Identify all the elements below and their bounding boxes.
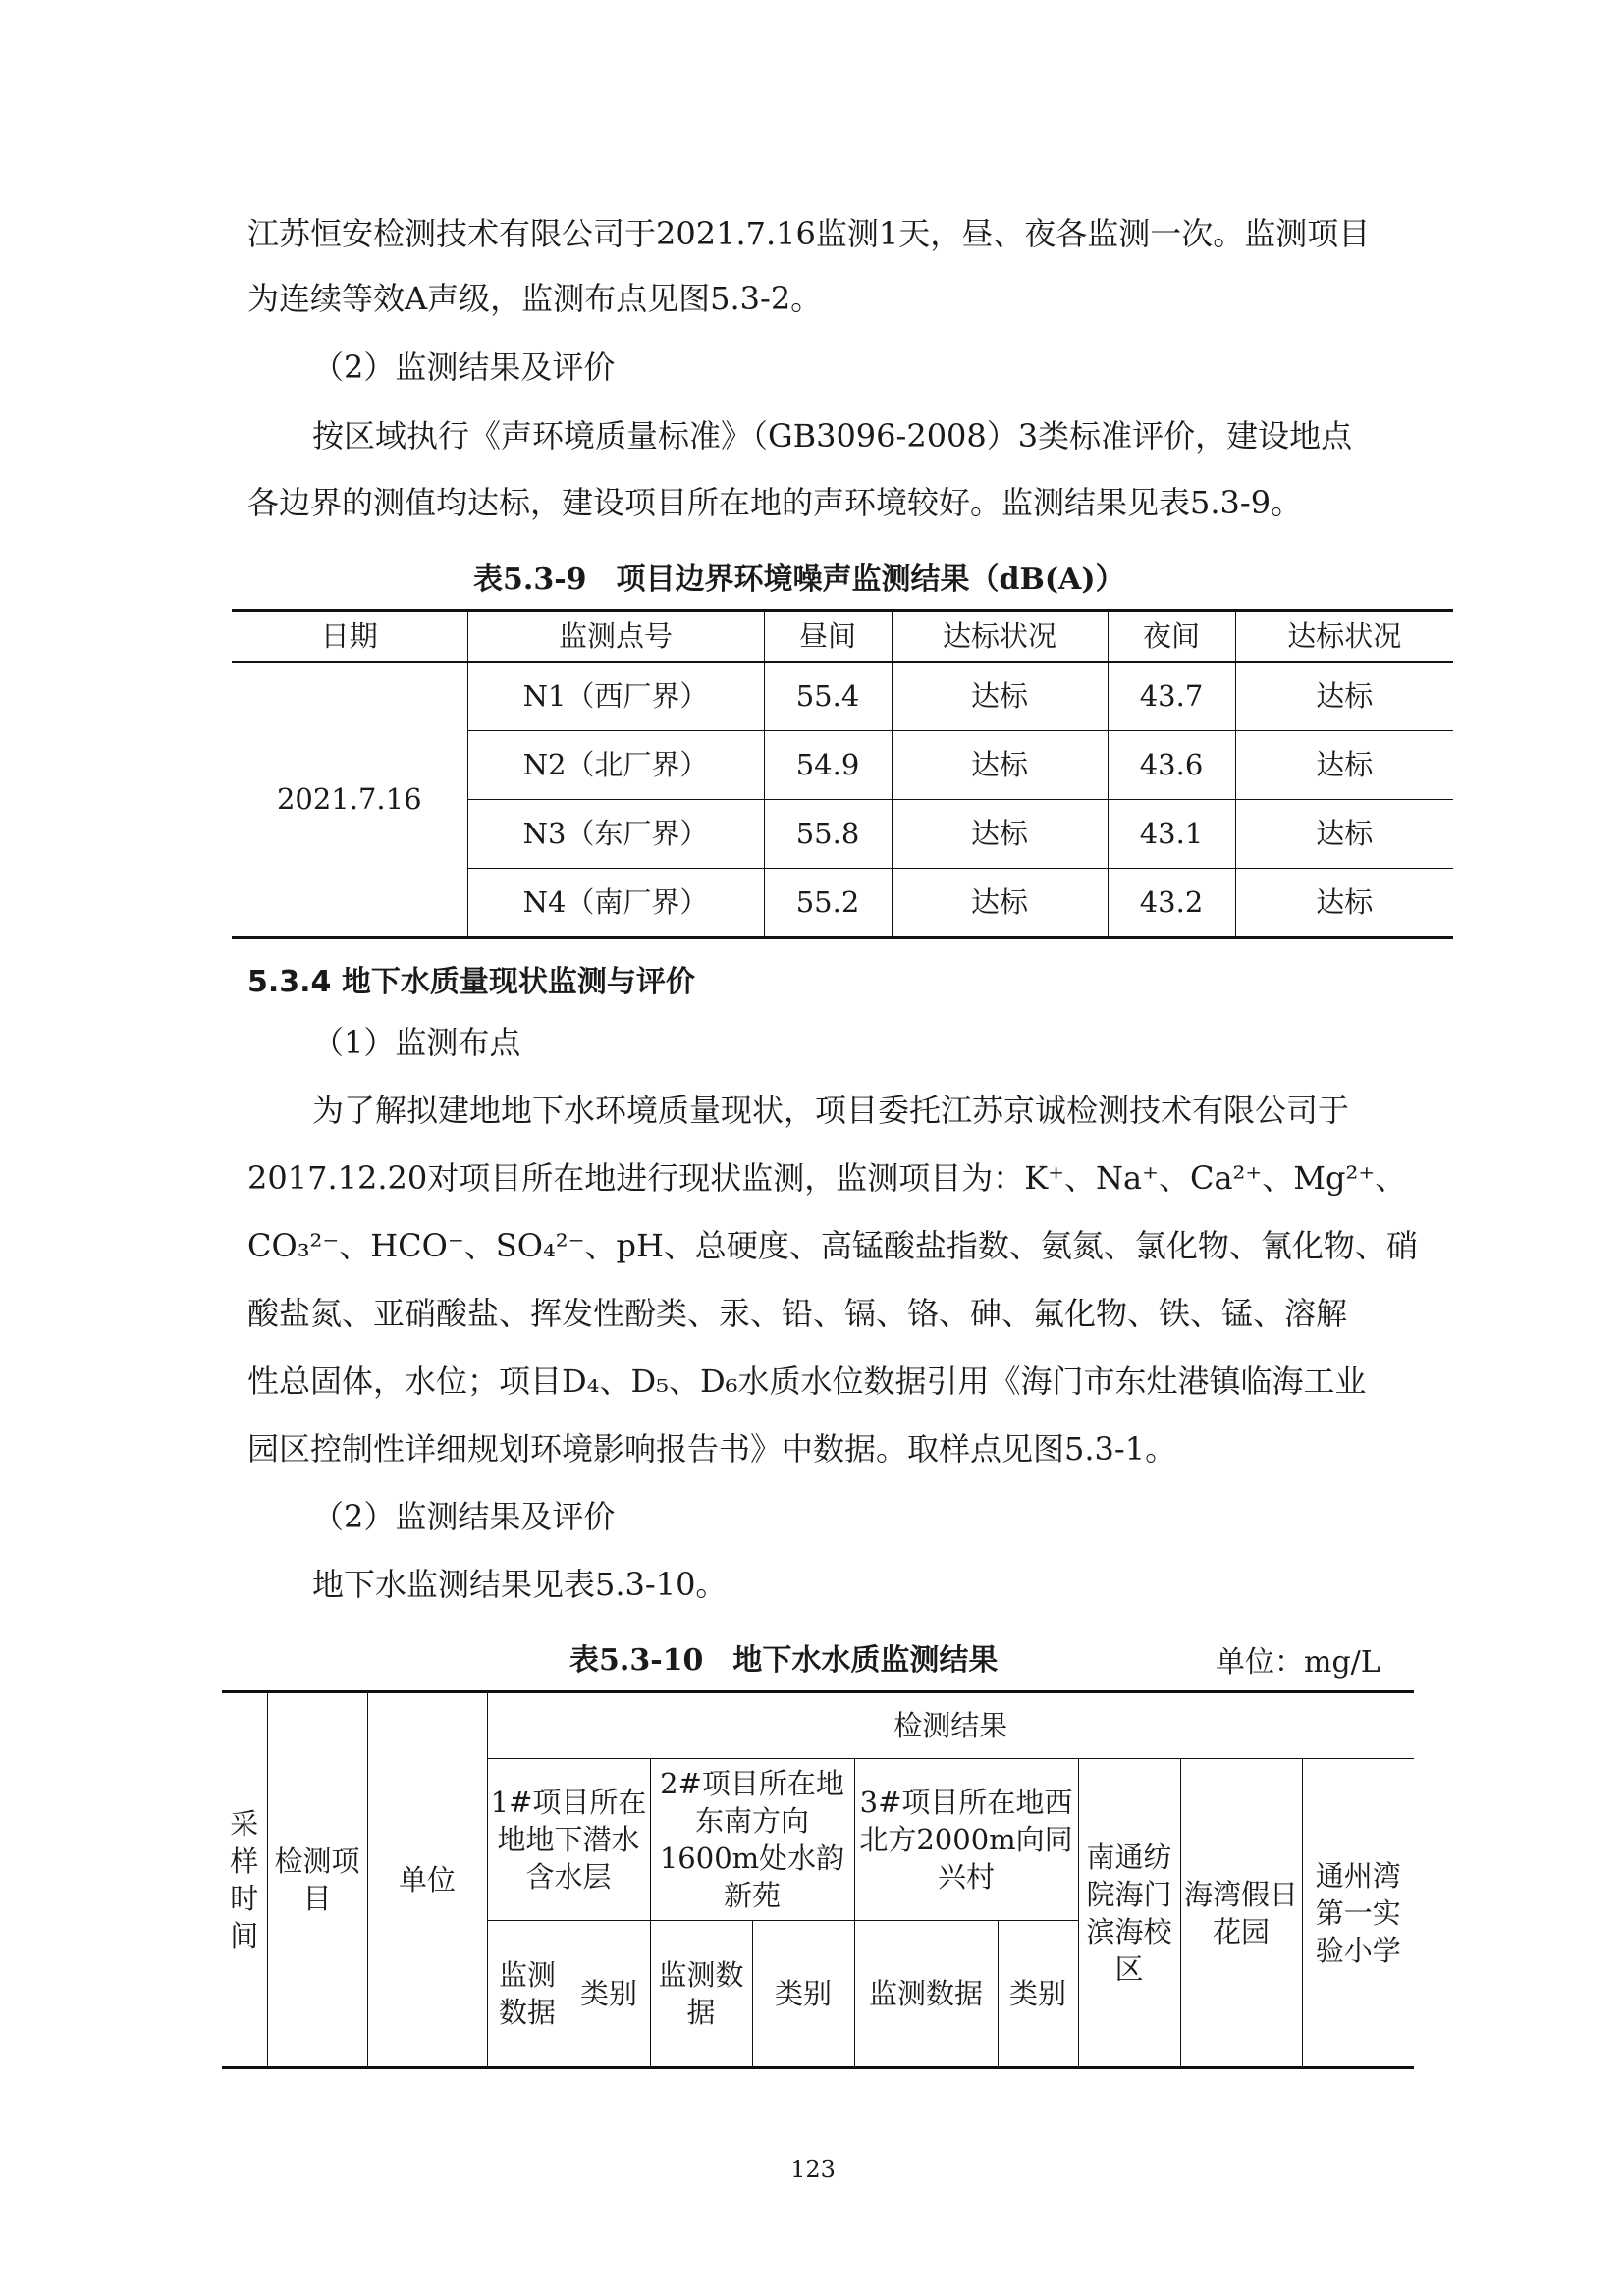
paragraph-line: 各边界的测值均达标，建设项目所在地的声环境较好。监测结果见表5.3-9。 — [247, 484, 1303, 521]
site-header: 3#项目所在地西北方2000m向同兴村 — [854, 1759, 1078, 1921]
table-header-row — [222, 1692, 1414, 1759]
site-header: 1#项目所在地地下潜水含水层 — [487, 1759, 650, 1921]
header-char: 样 — [230, 1844, 259, 1878]
status-cell: 达标 — [1235, 800, 1453, 869]
date-cell: 2021.7.16 — [232, 662, 467, 938]
point-cell: N3（东厂界） — [467, 800, 764, 869]
noise-monitoring-table — [232, 609, 1453, 939]
header-char: 间 — [230, 1919, 259, 1952]
site-header: 2#项目所在地东南方向1600m处水韵新苑 — [650, 1759, 854, 1921]
sub-header: 类别 — [752, 1921, 854, 2068]
column-header: 达标状况 — [892, 611, 1108, 663]
value-cell: 55.8 — [764, 800, 892, 869]
page-number: 123 — [790, 2156, 836, 2183]
value-cell: 43.7 — [1108, 662, 1235, 731]
column-header: 监测点号 — [467, 611, 764, 663]
paragraph-line: 2017.12.20对项目所在地进行现状监测，监测项目为：K⁺、Na⁺、Ca²⁺、Mg²⁺、 — [247, 1159, 1407, 1197]
table-header-row — [232, 611, 1453, 663]
unit-label: 单位：mg/L — [1216, 1645, 1380, 1680]
sub-header: 监测数据 — [650, 1921, 752, 2068]
paragraph-line: CO₃²⁻、HCO⁻、SO₄²⁻、pH、总硬度、高锰酸盐指数、氨氮、氯化物、氰化物、硝 — [247, 1227, 1418, 1264]
item-header: 检测项目 — [267, 1692, 367, 2068]
results-header: 检测结果 — [487, 1692, 1414, 1759]
status-cell: 达标 — [892, 800, 1108, 869]
column-header: 昼间 — [764, 611, 892, 663]
column-header: 达标状况 — [1235, 611, 1453, 663]
value-cell: 43.6 — [1108, 731, 1235, 800]
header-char: 时 — [230, 1882, 259, 1915]
status-cell: 达标 — [892, 731, 1108, 800]
status-cell: 达标 — [1235, 662, 1453, 731]
status-cell: 达标 — [1316, 885, 1374, 919]
value-cell: 54.9 — [764, 731, 892, 800]
value-cell: 43.1 — [1108, 800, 1235, 869]
site-header: 海湾假日花园 — [1180, 1759, 1302, 2068]
value-cell: 55.2 — [764, 869, 892, 938]
table-caption: 表5.3-9 项目边界环境噪声监测结果（dB(A)） — [473, 562, 1125, 597]
sub-header: 监测数据 — [487, 1921, 568, 2068]
header-char: 采 — [230, 1807, 259, 1841]
site-header: 通州湾第一实验小学 — [1302, 1759, 1414, 2068]
status-cell: 达标 — [892, 662, 1108, 731]
table-caption: 表5.3-10 地下水水质监测结果 — [569, 1643, 999, 1678]
value-cell: 43.2 — [1108, 869, 1235, 938]
paragraph-line: 园区控制性详细规划环境影响报告书》中数据。取样点见图5.3-1。 — [247, 1430, 1177, 1468]
sampling-time-header — [222, 1692, 267, 2068]
sub-header: 类别 — [568, 1921, 650, 2068]
paragraph-line: 江苏恒安检测技术有限公司于2021.7.16监测1天，昼、夜各监测一次。监测项目 — [247, 215, 1371, 252]
groundwater-quality-table — [222, 1690, 1414, 2069]
table-row — [232, 662, 1453, 731]
point-cell: N1（西厂界） — [467, 662, 764, 731]
point-cell: N4（南厂界） — [467, 869, 764, 938]
subsection-label: （2）监测结果及评价 — [312, 1498, 616, 1535]
sub-header: 监测数据 — [854, 1921, 998, 2068]
paragraph-line: 性总固体，水位；项目D₄、D₅、D₆水质水位数据引用《海门市东灶港镇临海工业 — [247, 1362, 1367, 1400]
value-cell: 55.4 — [764, 662, 892, 731]
site-header: 南通纺院海门滨海校区 — [1078, 1759, 1180, 2068]
paragraph-line: 地下水监测结果见表5.3-10。 — [312, 1566, 728, 1603]
sub-header: 类别 — [998, 1921, 1078, 2068]
paragraph-line: 酸盐氮、亚硝酸盐、挥发性酚类、汞、铅、镉、铬、砷、氟化物、铁、锰、溶解 — [247, 1295, 1348, 1332]
subsection-label: （2）监测结果及评价 — [312, 348, 616, 386]
status-cell: 达标 — [892, 869, 1108, 938]
paragraph-line: 为连续等效A声级，监测布点见图5.3-2。 — [247, 280, 823, 317]
column-header: 日期 — [232, 611, 467, 663]
paragraph-line: 按区域执行《声环境质量标准》（GB3096-2008）3类标准评价，建设地点 — [312, 417, 1353, 454]
point-cell: N2（北厂界） — [467, 731, 764, 800]
status-cell: 达标 — [1235, 731, 1453, 800]
section-heading: 5.3.4 地下水质量现状监测与评价 — [247, 965, 695, 999]
unit-header: 单位 — [367, 1692, 487, 2068]
column-header: 夜间 — [1108, 611, 1235, 663]
subsection-label: （1）监测布点 — [312, 1024, 521, 1061]
paragraph-line: 为了解拟建地地下水环境质量现状，项目委托江苏京诚检测技术有限公司于 — [312, 1092, 1350, 1129]
